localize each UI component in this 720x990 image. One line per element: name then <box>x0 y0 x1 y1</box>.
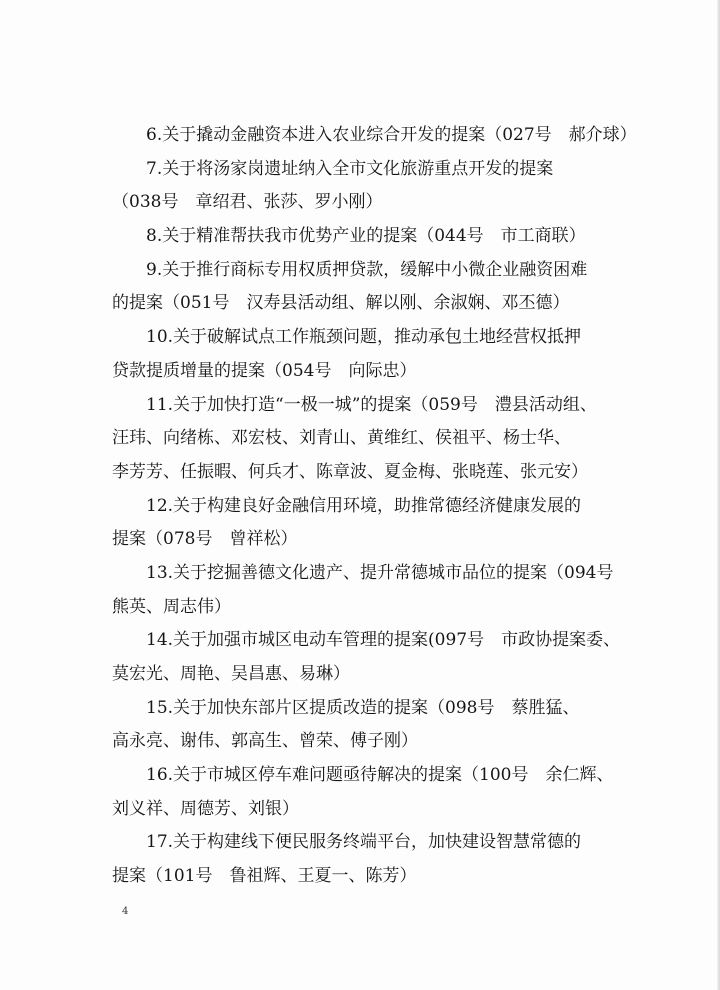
proposal-9-line-2: 的提案（051号 汉寿县活动组、解以刚、余淑娴、邓丕德） <box>112 293 570 314</box>
proposal-16-line-1: 16.关于市城区停车难问题亟待解决的提案（100号 余仁辉、 <box>146 765 614 786</box>
proposal-14-line-1: 14.关于加强市城区电动车管理的提案(097号 市政协提案委、 <box>146 630 621 651</box>
proposal-7-line-2: （038号 章绍君、张莎、罗小刚） <box>112 192 383 213</box>
proposal-12-line-2: 提案（078号 曾祥松） <box>112 529 298 550</box>
proposal-17-line-1: 17.关于构建线下便民服务终端平台，加快建设智慧常德的 <box>146 832 582 853</box>
proposal-13-line-2: 熊英、周志伟） <box>112 596 231 617</box>
proposal-12-line-1: 12.关于构建良好金融信用环境，助推常德经济健康发展的 <box>146 495 582 516</box>
proposal-16-line-2: 刘义祥、周德芳、刘银） <box>112 798 299 819</box>
proposal-10-line-1: 10.关于破解试点工作瓶颈问题，推动承包土地经营权抵押 <box>146 327 582 348</box>
proposal-13-line-1: 13.关于挖掘善德文化遗产、提升常德城市品位的提案（094号 <box>146 562 614 583</box>
proposal-6-line-1: 6.关于撬动金融资本进入农业综合开发的提案（027号 郝介球） <box>146 125 637 145</box>
proposal-17-line-2: 提案（101号 鲁祖辉、王夏一、陈芳） <box>112 866 417 887</box>
proposal-10-line-2: 贷款提质增量的提案（054号 向际忠） <box>112 360 417 381</box>
proposal-14-line-2: 莫宏光、周艳、吴昌惠、易琳） <box>112 664 350 684</box>
proposal-7-line-1: 7.关于将汤家岗遗址纳入全市文化旅游重点开发的提案 <box>146 158 554 179</box>
page-number: 4 <box>122 906 129 917</box>
proposal-list <box>112 119 652 894</box>
proposal-11-line-2: 汪玮、向绪栋、邓宏枝、刘青山、黄维红、侯祖平、杨士华、 <box>112 428 571 449</box>
proposal-8-line-1: 8.关于精准帮扶我市优势产业的提案（044号 市工商联） <box>146 226 586 247</box>
proposal-15-line-2: 高永亮、谢伟、郭高生、曾荣、傅子刚） <box>112 731 418 752</box>
proposal-11-line-1: 11.关于加快打造“一极一城”的提案（059号 澧县活动组、 <box>146 394 597 415</box>
proposal-15-line-1: 15.关于加快东部片区提质改造的提案（098号 蔡胜猛、 <box>146 697 580 718</box>
proposal-9-line-1: 9.关于推行商标专用权质押贷款，缓解中小微企业融资困难 <box>146 259 588 280</box>
proposal-11-line-3: 李芳芳、任振暇、何兵才、陈章波、夏金梅、张晓莲、张元安） <box>112 461 588 482</box>
